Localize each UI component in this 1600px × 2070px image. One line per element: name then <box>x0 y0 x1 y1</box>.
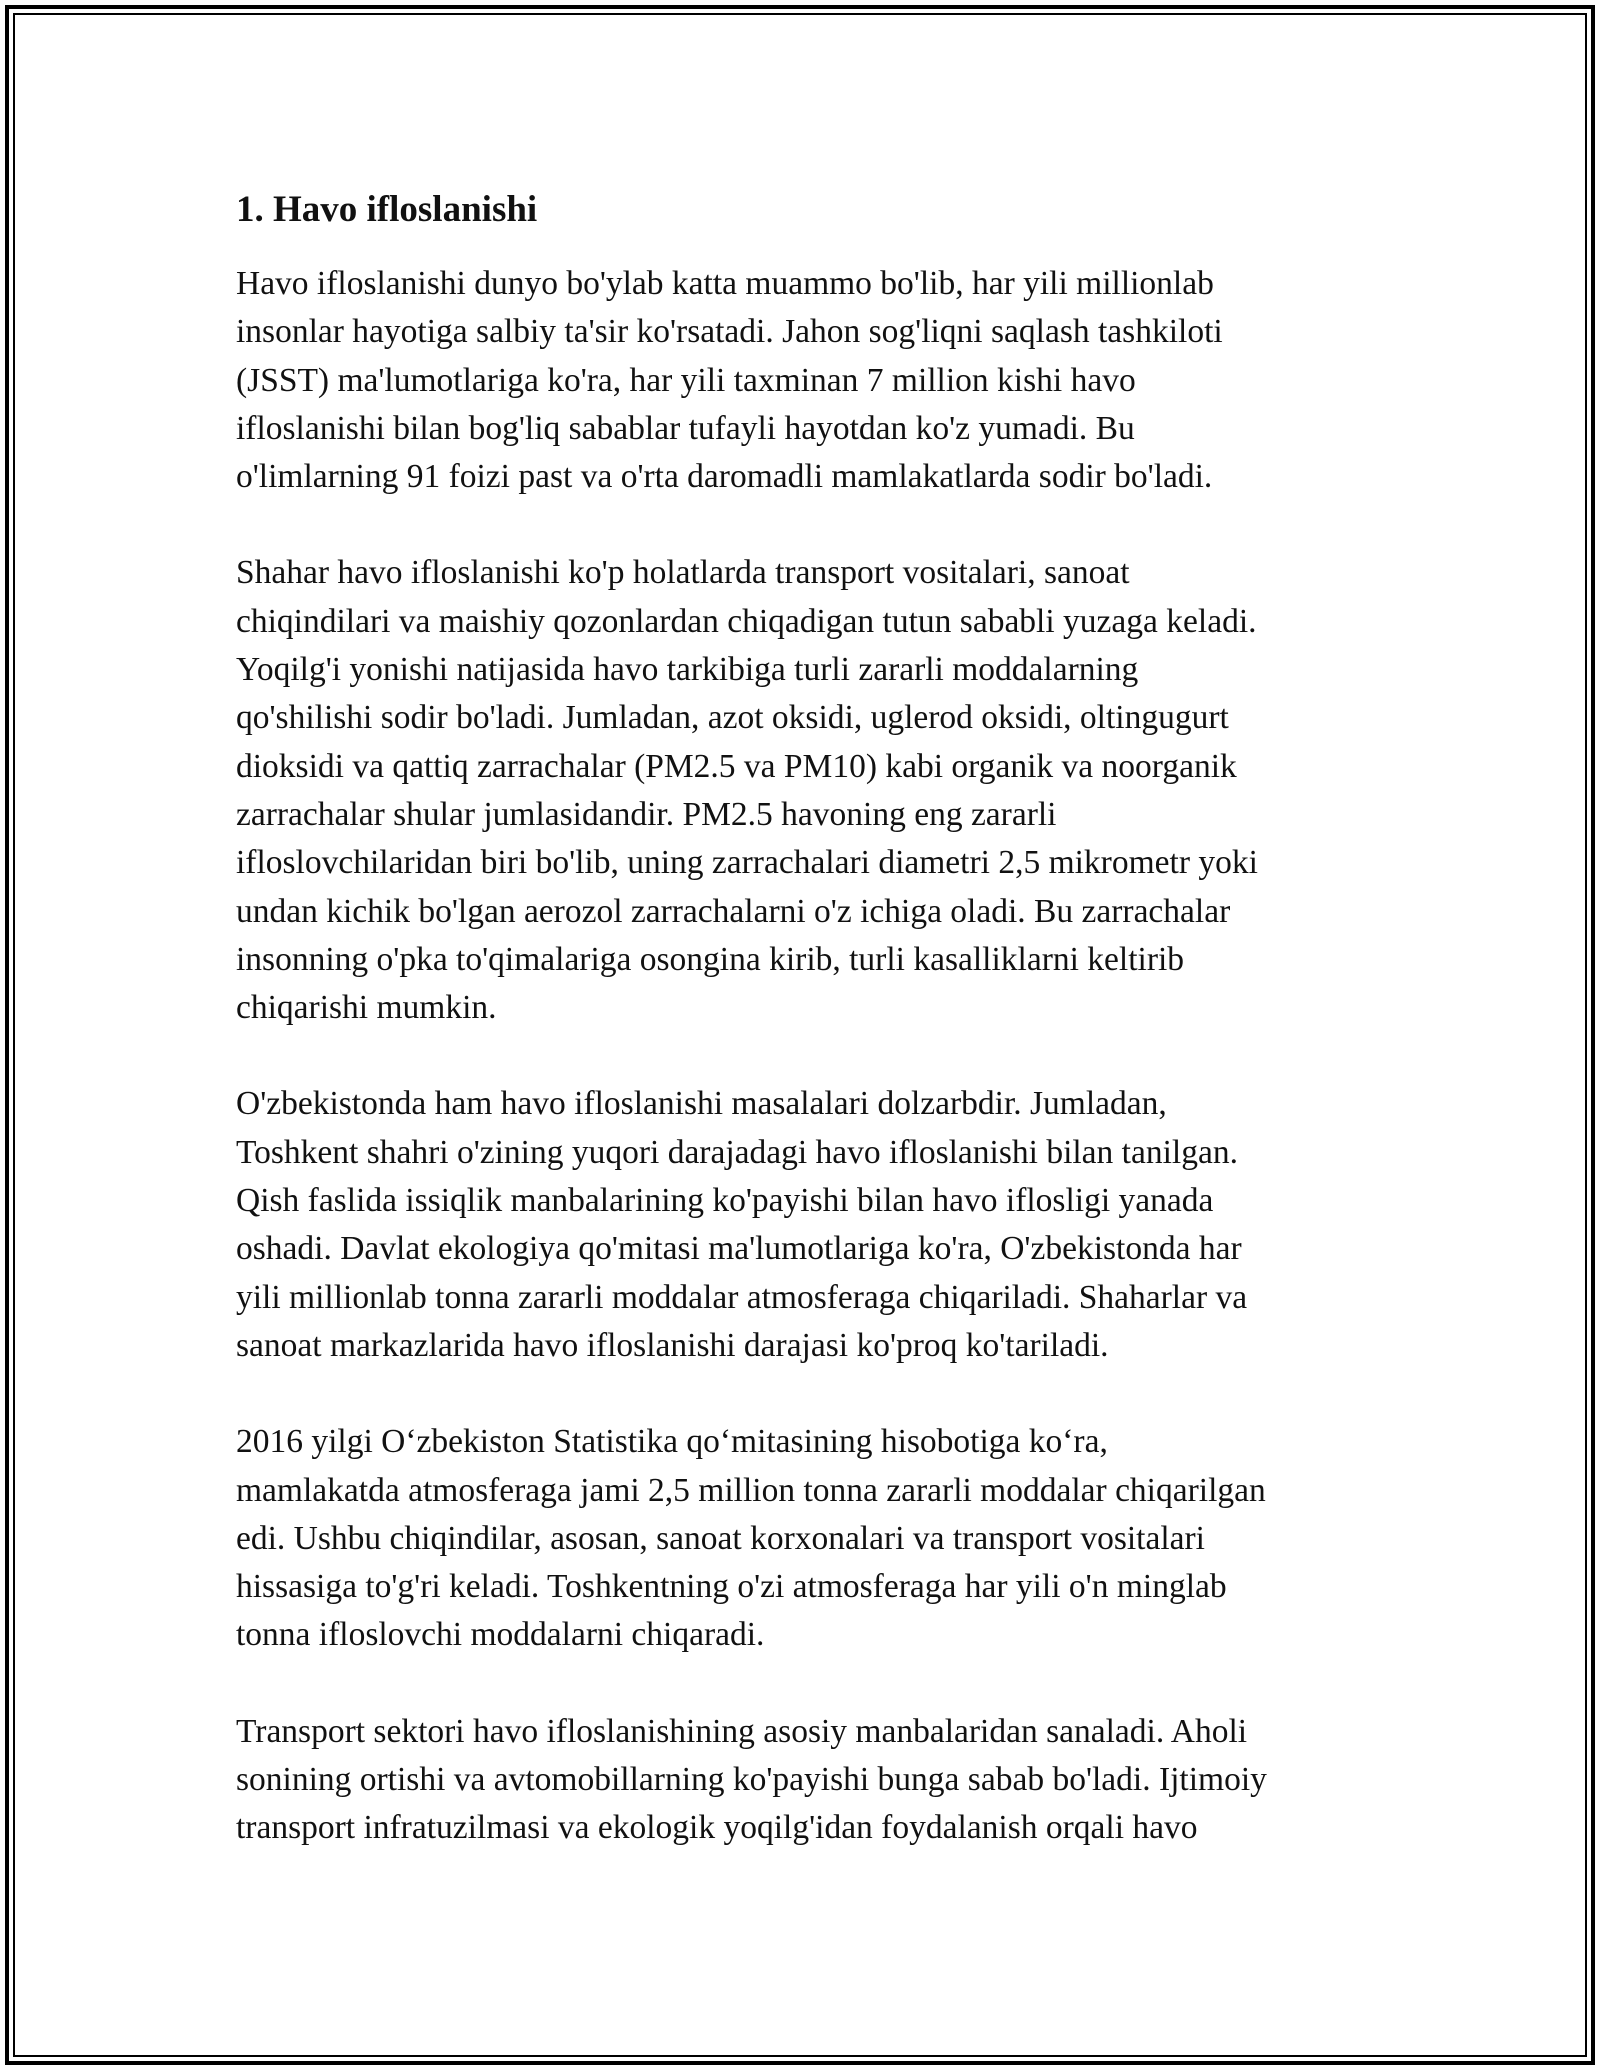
document-body <box>236 186 1376 1901</box>
paragraph-2: Shahar havo ifloslanishi ko'p holatlarda transport vositalari, sanoat chiqindilari va maishiy qozonlardan chiqadigan tutun sababli yuzaga keladi. Yoqilg'i yonishi natijasida havo tarkibiga turli zararli moddalarning qo'shilishi sodir bo'ladi. Jumladan, azot oksidi, uglerod oksidi, oltingugurt dioksidi va qattiq zarrachalar (PM2.5 va PM10) kabi organik va noorganik zarrachalar shular jumlasidandir. PM2.5 havoning eng zararli ifloslovchilaridan biri bo'lib, uning zarrachalari diametri 2,5 mikrometr yoki undan kichik bo'lgan aerozol zarrachalarni o'z ichiga oladi. Bu zarrachalar insonning o'pka to'qimalariga osongina kirib, turli kasalliklarni keltirib chiqarishi mumkin. <box>236 554 1258 1027</box>
section-heading: 1. Havo ifloslanishi <box>236 189 538 230</box>
paragraph-5: Transport sektori havo ifloslanishining asosiy manbalaridan sanaladi. Aholi sonining ortishi va avtomobillarning ko'payishi bunga sabab bo'ladi. Ijtimoiy transport infratuzilmasi va ekologik yoqilg'idan foydalanish orqali havo <box>236 1712 1267 1847</box>
paragraph-1: Havo ifloslanishi dunyo bo'ylab katta muammo bo'lib, har yili millionlab insonlar hayotiga salbiy ta'sir ko'rsatadi. Jahon sog'liqni saqlash tashkiloti (JSST) ma'lumotlariga ko'ra, har yili taxminan 7 million kishi havo ifloslanishi bilan bog'liq sabablar tufayli hayotdan ko'z yumadi. Bu o'limlarning 91 foizi past va o'rta daromadli mamlakatlarda sodir bo'ladi. <box>236 265 1223 496</box>
paragraph-3: O'zbekistonda ham havo ifloslanishi masalalari dolzarbdir. Jumladan, Toshkent shahri o'zining yuqori darajadagi havo ifloslanishi bilan tanilgan. Qish faslida issiqlik manbalarining ko'payishi bilan havo iflosligi yanada oshadi. Davlat ekologiya qo'mitasi ma'lumotlariga ko'ra, O'zbekistonda har yili millionlab tonna zararli moddalar atmosferaga chiqariladi. Shaharlar va sanoat markazlarida havo ifloslanishi darajasi ko'proq ko'tariladi. <box>236 1085 1248 1364</box>
paragraph-4: 2016 yilgi O‘zbekiston Statistika qo‘mitasining hisobotiga ko‘ra, mamlakatda atmosferaga jami 2,5 million tonna zararli moddalar chiqarilgan edi. Ushbu chiqindilar, asosan, sanoat korxonalari va transport vositalari hissasiga to'g'ri keladi. Toshkentning o'zi atmosferaga har yili o'n minglab tonna ifloslovchi moddalarni chiqaradi. <box>236 1423 1266 1654</box>
